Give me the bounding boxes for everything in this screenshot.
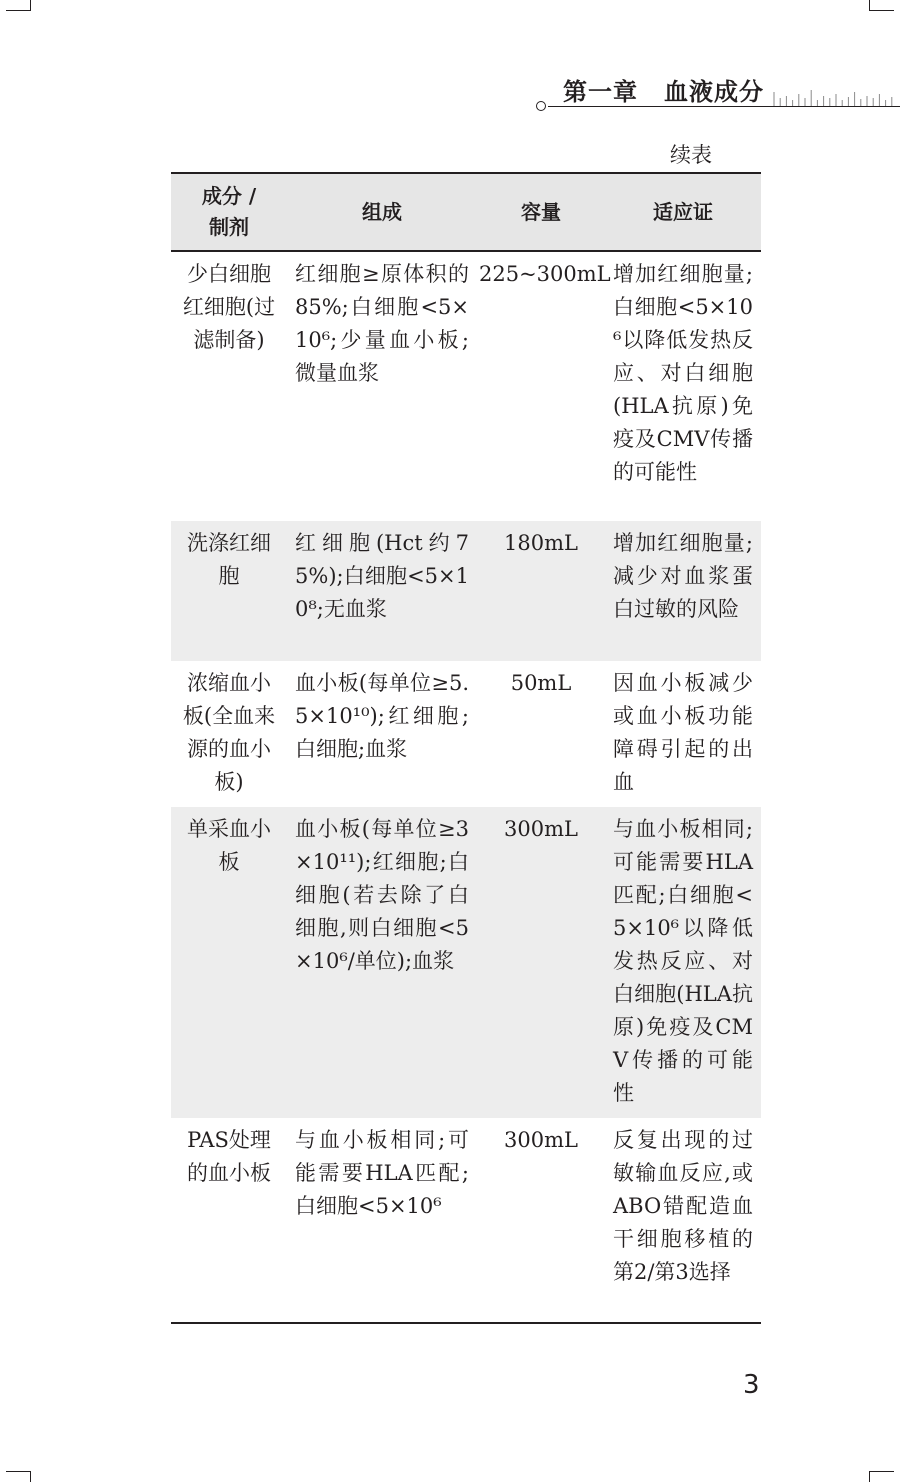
- column-header-volume: 容量: [521, 199, 561, 224]
- row-composition: 血小板(每单位≥5.5×10¹⁰);红细胞;白细胞;血浆: [295, 671, 469, 761]
- ruler-ticks-decoration: [772, 86, 900, 106]
- running-head: [563, 72, 764, 107]
- row-composition: 血小板(每单位≥3×10¹¹);红细胞;白细胞(若去除了白细胞,则白细胞<5×10⁶/单位);血浆: [295, 817, 469, 973]
- blood-components-table: [171, 172, 761, 1324]
- row-volume: 50mL: [510, 671, 572, 695]
- row-indication: 增加红细胞量;白细胞<5×10⁶以降低发热反应、对白细胞(HLA抗原)免疫及CMV传播的可能性: [613, 262, 753, 484]
- table-header-row: [171, 173, 761, 251]
- row-component-name: 少白细胞红细胞(过滤制备): [182, 262, 276, 352]
- table-row: [171, 807, 761, 1118]
- row-indication: 因血小板减少或血小板功能障碍引起的出血: [613, 671, 753, 794]
- row-component-name: 洗涤红细胞: [187, 531, 271, 588]
- row-composition: 红细胞≥原体积的85%;白细胞<5×10⁶;少量血小板;微量血浆: [295, 262, 469, 385]
- row-volume: 225~300mL: [479, 262, 611, 286]
- table-row: [171, 521, 761, 661]
- header-rule: [548, 106, 900, 107]
- crop-mark-bottom-left: [6, 1471, 31, 1482]
- column-header-composition: 组成: [362, 199, 402, 224]
- crop-mark-bottom-right: [869, 1471, 894, 1482]
- chapter-title: 血液成分: [664, 78, 764, 106]
- row-volume: 300mL: [504, 1128, 578, 1152]
- row-indication: 增加红细胞量;减少对血浆蛋白过敏的风险: [613, 531, 753, 621]
- page-number: 3: [743, 1370, 760, 1400]
- row-indication: 反复出现的过敏输血反应,或ABO错配造血干细胞移植的第2/第3选择: [613, 1128, 753, 1284]
- row-composition: 与血小板相同;可能需要HLA匹配;白细胞<5×10⁶: [295, 1128, 469, 1218]
- crop-mark-top-left: [6, 0, 31, 11]
- row-volume: 300mL: [504, 817, 578, 841]
- row-volume: 180mL: [504, 531, 578, 555]
- row-composition: 红细胞(Hct约75%);白细胞<5×10⁸;无血浆: [295, 531, 469, 621]
- table-row: [171, 251, 761, 521]
- chapter-number: 第一章: [563, 78, 638, 106]
- row-component-name: 浓缩血小板(全血来源的血小板): [182, 671, 276, 794]
- row-indication: 与血小板相同;可能需要HLA匹配;白细胞<5×10⁶以降低发热反应、对白细胞(HLA抗原)免疫及CMV传播的可能性: [613, 817, 753, 1105]
- crop-mark-top-right: [869, 0, 894, 11]
- row-component-name: PAS处理的血小板: [187, 1128, 271, 1185]
- row-component-name: 单采血小板: [187, 817, 271, 874]
- table-row: [171, 1118, 761, 1323]
- header-rule-dot-icon: [536, 101, 546, 111]
- column-header-indication: 适应证: [653, 199, 713, 224]
- table-row: [171, 661, 761, 807]
- column-header-component: 成分 / 制剂: [201, 184, 257, 239]
- table-caption: 续表: [670, 143, 712, 167]
